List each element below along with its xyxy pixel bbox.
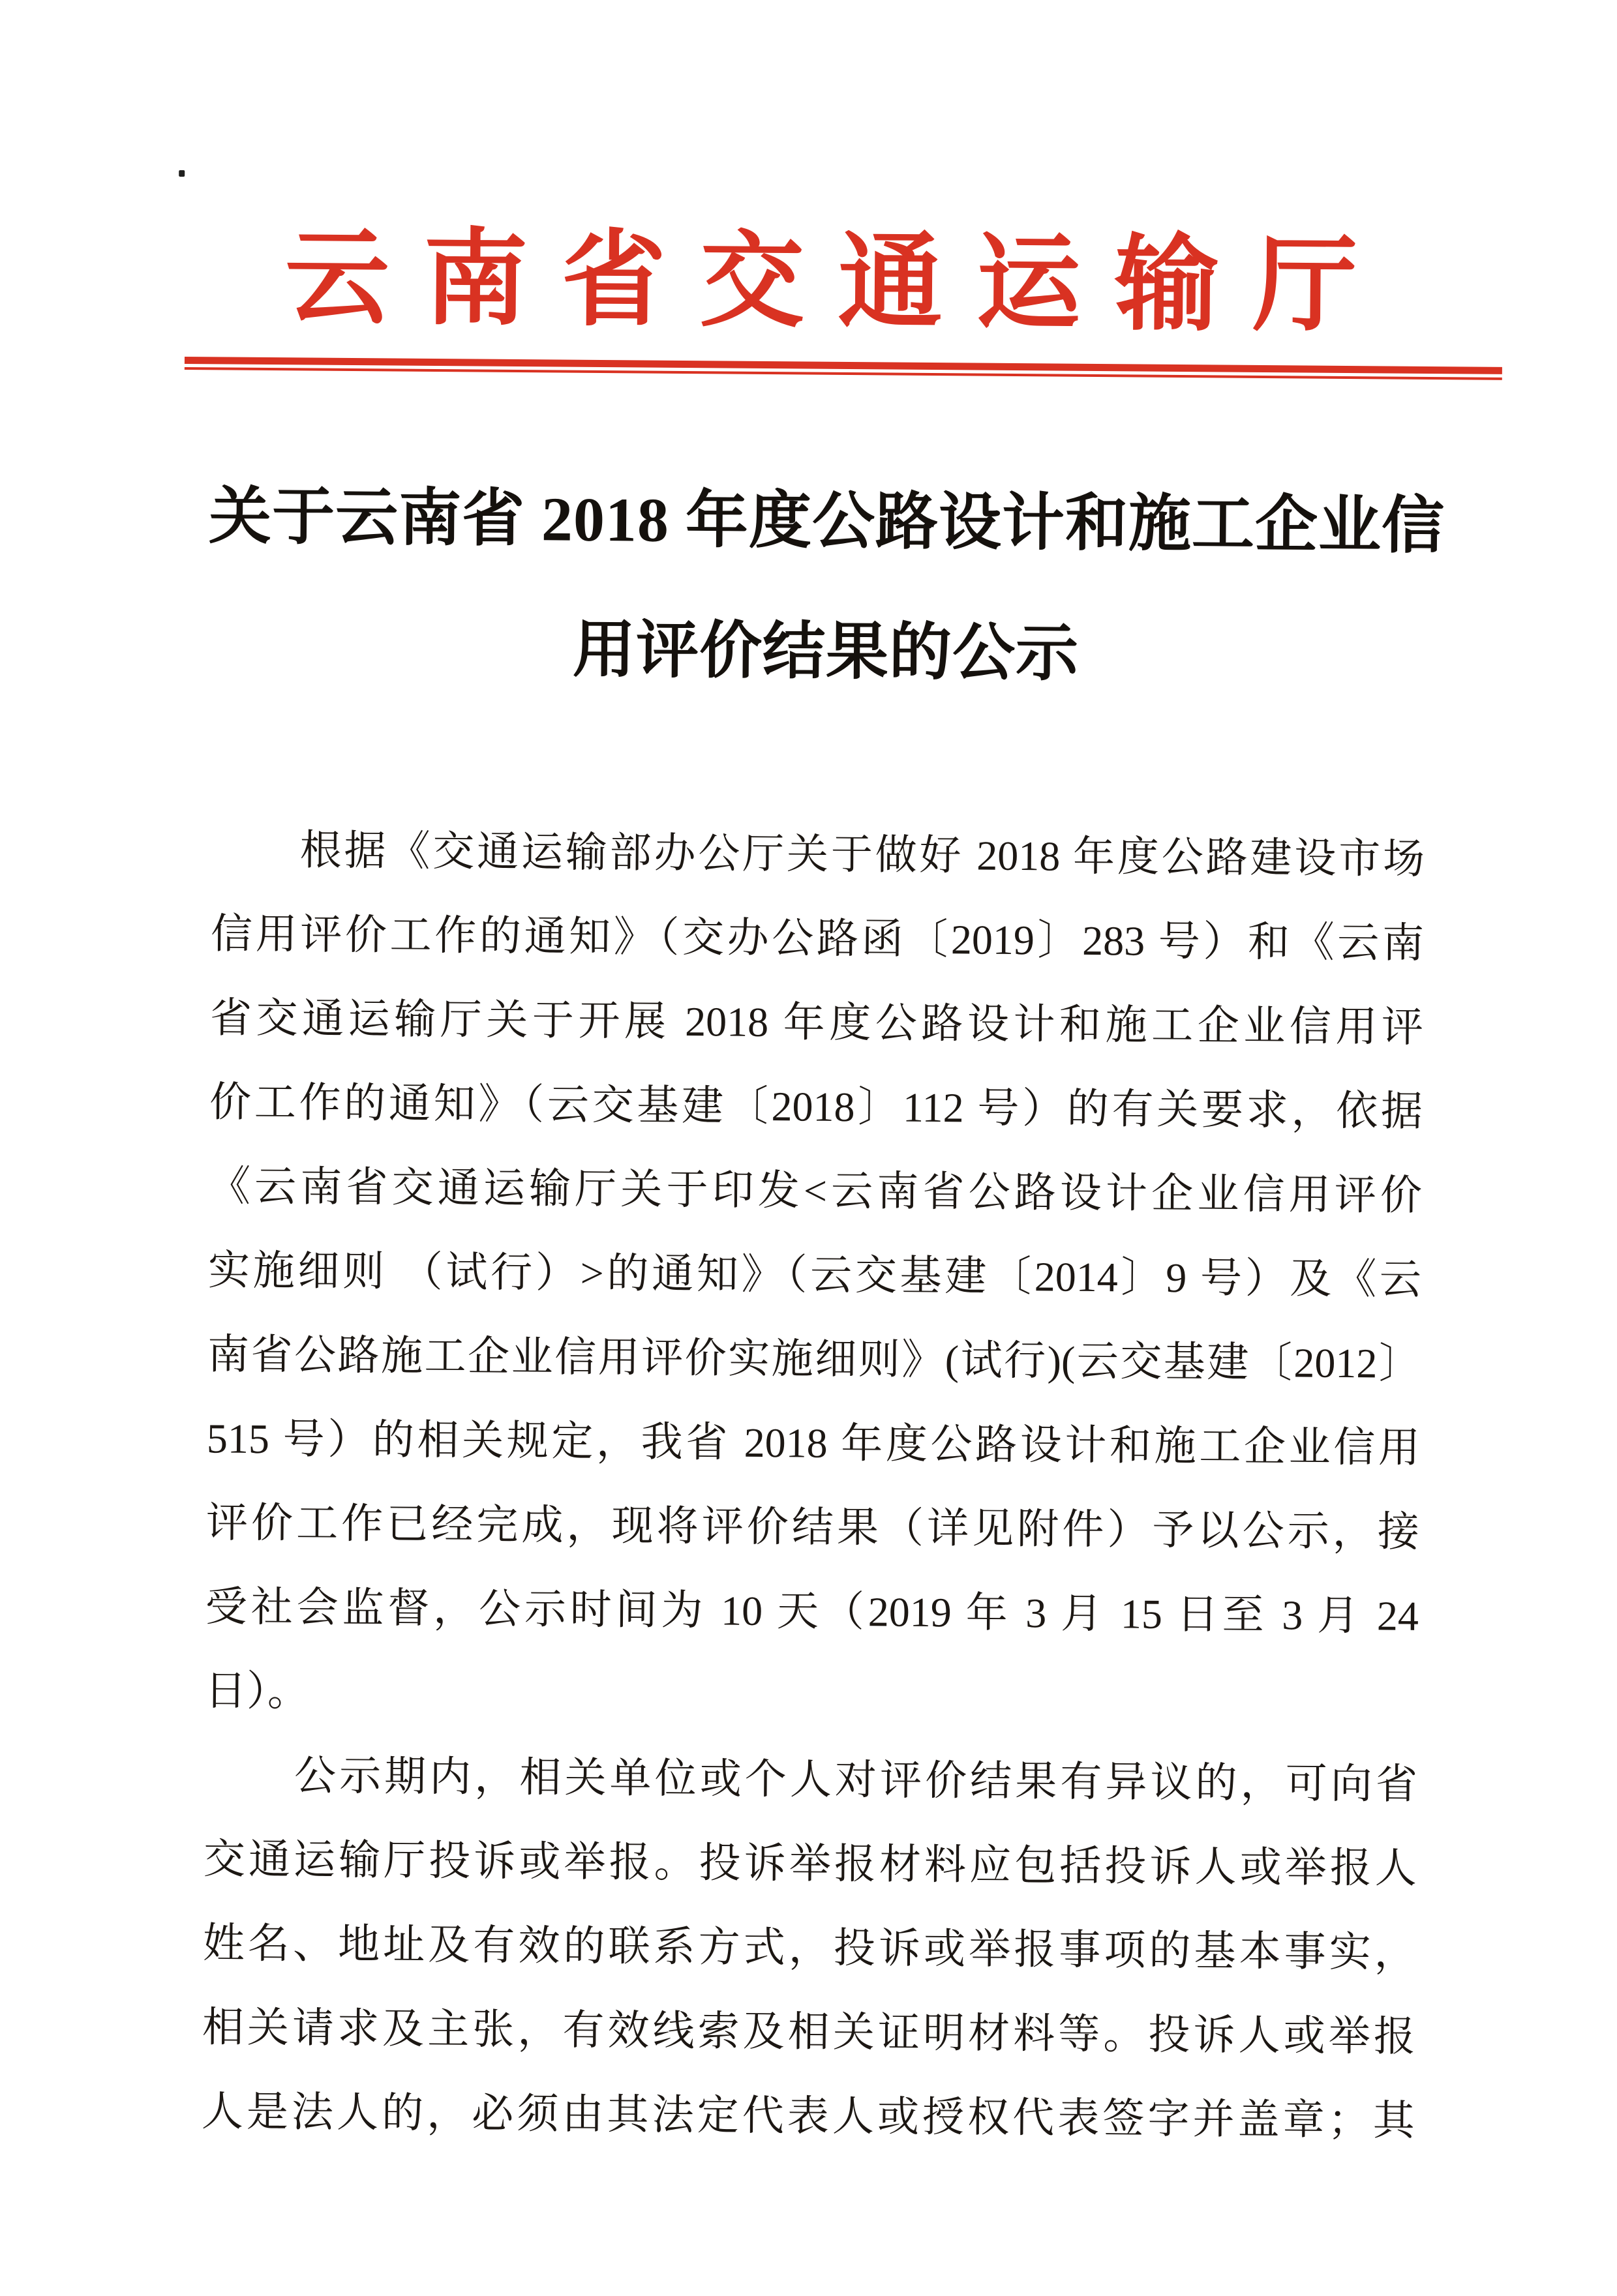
paragraph-2 bbox=[201, 1733, 1417, 2163]
body-line: 根据《交通运输部办公厅关于做好 2018 年度公路建设市场 bbox=[211, 826, 1425, 882]
body-line: 信用评价工作的通知》（交办公路函〔2019〕283 号）和《云南 bbox=[210, 910, 1425, 966]
body-line: 交通运输厅投诉或举报。投诉举报材料应包括投诉人或举报人 bbox=[203, 1836, 1417, 1892]
body-line: 515 号）的相关规定，我省 2018 年度公路设计和施工企业信用 bbox=[206, 1415, 1421, 1471]
document-title bbox=[0, 450, 1616, 723]
body-line: 姓名、地址及有效的联系方式，投诉或举报事项的基本事实， bbox=[202, 1920, 1417, 1976]
body-line: 价工作的通知》（云交基建〔2018〕112 号）的有关要求，依据 bbox=[209, 1079, 1423, 1135]
body-line: 公示期内，相关单位或个人对评价结果有异议的，可向省 bbox=[204, 1752, 1418, 1808]
body-line: 《云南省交通运输厅关于印发<云南省公路设计企业信用评价 bbox=[208, 1163, 1423, 1219]
body-line: 省交通运输厅关于开展 2018 年度公路设计和施工企业信用评 bbox=[209, 994, 1424, 1051]
title-line-1: 关于云南省 2018 年度公路设计和施工企业信 bbox=[208, 481, 1445, 561]
body-line: 日）。 bbox=[204, 1667, 310, 1715]
letterhead-rule-thick bbox=[185, 357, 1502, 374]
ink-speck bbox=[179, 170, 185, 177]
paragraph-1 bbox=[204, 807, 1425, 1742]
body-line: 人是法人的，必须由其法定代表人或授权代表签字并盖章；其 bbox=[201, 2088, 1415, 2144]
document-body bbox=[201, 807, 1425, 2163]
body-line: 实施细则 （试行）>的通知》（云交基建〔2014〕9 号）及《云 bbox=[207, 1247, 1422, 1303]
body-line: 南省公路施工企业信用评价实施细则》(试行)(云交基建〔2012〕 bbox=[207, 1331, 1421, 1387]
letterhead-title: 云南省交通运输厅 bbox=[284, 220, 1392, 345]
title-line-2: 用评价结果的公示 bbox=[572, 614, 1080, 689]
body-line: 相关请求及主张，有效线索及相关证明材料等。投诉人或举报 bbox=[202, 2004, 1416, 2060]
body-line: 受社会监督，公示时间为 10 天（2019 年 3 月 15 日至 3 月 24 bbox=[205, 1583, 1419, 1639]
body-line: 评价工作已经完成，现将评价结果（详见附件）予以公示，接 bbox=[205, 1499, 1420, 1555]
